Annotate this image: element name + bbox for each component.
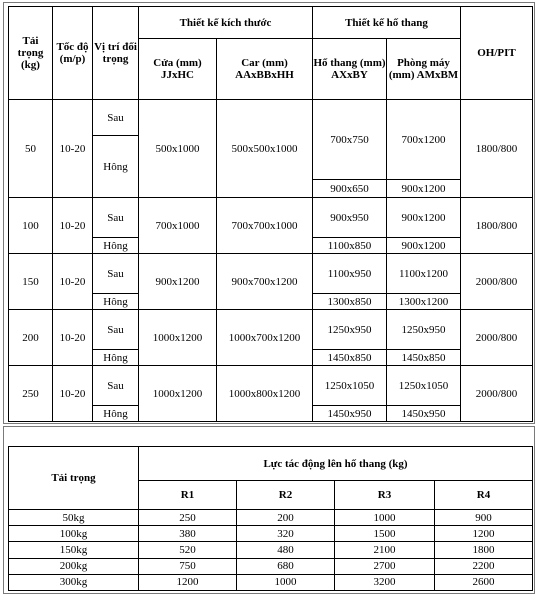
force-cell-r4: 1200 (435, 526, 533, 542)
force-cell-r1: 520 (139, 542, 237, 558)
header-counterweight: Vị trí đối trọng (93, 7, 139, 100)
force-cell-r3: 2100 (335, 542, 435, 558)
force-cell-r2: 1000 (237, 574, 335, 590)
cell-speed: 10-20 (53, 310, 93, 366)
spec-row (9, 100, 533, 136)
cell-room-rear: 1250x950 (387, 310, 461, 350)
force-cell-r2: 480 (237, 542, 335, 558)
cell-shaft-rear: 900x950 (313, 198, 387, 238)
cell-door: 1000x1200 (139, 366, 217, 422)
cell-position-side: Hông (93, 136, 139, 198)
cell-speed: 10-20 (53, 254, 93, 310)
header-shaft-design: Thiết kế hố thang (313, 7, 461, 39)
cell-room-rear: 900x1200 (387, 198, 461, 238)
cell-ohpit: 2000/800 (461, 310, 533, 366)
cell-room-side: 900x1200 (387, 180, 461, 198)
cell-speed: 10-20 (53, 366, 93, 422)
force-cell-load: 300kg (9, 574, 139, 590)
force-cell-load: 100kg (9, 526, 139, 542)
force-row (9, 526, 533, 542)
cell-room-side: 1450x950 (387, 406, 461, 422)
force-header-r3: R3 (335, 481, 435, 510)
cell-door: 500x1000 (139, 100, 217, 198)
force-header-title: Lực tác động lên hố thang (kg) (139, 447, 533, 481)
cell-car: 700x700x1000 (217, 198, 313, 254)
cell-car: 500x500x1000 (217, 100, 313, 198)
cell-car: 1000x800x1200 (217, 366, 313, 422)
force-cell-r1: 750 (139, 558, 237, 574)
force-header-r1: R1 (139, 481, 237, 510)
force-cell-r1: 250 (139, 510, 237, 526)
spec-row (9, 366, 533, 406)
cell-position-side: Hông (93, 238, 139, 254)
force-header-r2: R2 (237, 481, 335, 510)
cell-shaft-side: 1300x850 (313, 294, 387, 310)
cell-shaft-side: 1450x950 (313, 406, 387, 422)
cell-ohpit: 2000/800 (461, 254, 533, 310)
cell-room-rear: 700x1200 (387, 100, 461, 180)
cell-load: 250 (9, 366, 53, 422)
cell-load: 150 (9, 254, 53, 310)
cell-shaft-rear: 1250x950 (313, 310, 387, 350)
cell-load: 200 (9, 310, 53, 366)
cell-room-side: 1300x1200 (387, 294, 461, 310)
cell-position-rear: Sau (93, 310, 139, 350)
cell-door: 900x1200 (139, 254, 217, 310)
elevator-spec-table (8, 6, 533, 422)
header-car: Car (mm) AAxBBxHH (217, 39, 313, 100)
force-row (9, 542, 533, 558)
cell-room-side: 1450x850 (387, 350, 461, 366)
cell-shaft-rear: 1250x1050 (313, 366, 387, 406)
spec-row (9, 254, 533, 294)
cell-position-rear: Sau (93, 198, 139, 238)
force-cell-load: 200kg (9, 558, 139, 574)
spec-row (9, 310, 533, 350)
force-cell-r3: 1500 (335, 526, 435, 542)
force-header-load: Tải trọng (9, 447, 139, 510)
cell-door: 1000x1200 (139, 310, 217, 366)
cell-position-rear: Sau (93, 366, 139, 406)
cell-position-rear: Sau (93, 254, 139, 294)
force-cell-r1: 380 (139, 526, 237, 542)
force-cell-r2: 680 (237, 558, 335, 574)
cell-shaft-side: 900x650 (313, 180, 387, 198)
force-cell-r4: 2600 (435, 574, 533, 590)
force-cell-load: 150kg (9, 542, 139, 558)
force-cell-r4: 900 (435, 510, 533, 526)
force-cell-r3: 1000 (335, 510, 435, 526)
cell-room-rear: 1100x1200 (387, 254, 461, 294)
cell-room-side: 900x1200 (387, 238, 461, 254)
header-ohpit: OH/PIT (461, 7, 533, 100)
spec-row (9, 198, 533, 238)
shaft-force-table (8, 446, 533, 591)
force-cell-r3: 2700 (335, 558, 435, 574)
cell-car: 900x700x1200 (217, 254, 313, 310)
cell-position-side: Hông (93, 350, 139, 366)
cell-load: 100 (9, 198, 53, 254)
force-cell-load: 50kg (9, 510, 139, 526)
force-cell-r1: 1200 (139, 574, 237, 590)
cell-speed: 10-20 (53, 198, 93, 254)
force-row (9, 510, 533, 526)
header-door: Cửa (mm) JJxHC (139, 39, 217, 100)
cell-position-rear: Sau (93, 100, 139, 136)
force-cell-r4: 1800 (435, 542, 533, 558)
cell-shaft-rear: 700x750 (313, 100, 387, 180)
cell-shaft-side: 1100x850 (313, 238, 387, 254)
cell-position-side: Hông (93, 294, 139, 310)
cell-ohpit: 1800/800 (461, 100, 533, 198)
cell-shaft-side: 1450x850 (313, 350, 387, 366)
force-cell-r3: 3200 (335, 574, 435, 590)
cell-ohpit: 2000/800 (461, 366, 533, 422)
header-size-design: Thiết kế kích thước (139, 7, 313, 39)
force-cell-r2: 320 (237, 526, 335, 542)
cell-door: 700x1000 (139, 198, 217, 254)
force-cell-r2: 200 (237, 510, 335, 526)
header-load: Tải trọng (kg) (9, 7, 53, 100)
cell-position-side: Hông (93, 406, 139, 422)
header-shaft: Hố thang (mm) AXxBY (313, 39, 387, 100)
cell-load: 50 (9, 100, 53, 198)
cell-speed: 10-20 (53, 100, 93, 198)
cell-car: 1000x700x1200 (217, 310, 313, 366)
cell-ohpit: 1800/800 (461, 198, 533, 254)
header-machine-room: Phòng máy (mm) AMxBM (387, 39, 461, 100)
cell-shaft-rear: 1100x950 (313, 254, 387, 294)
force-row (9, 558, 533, 574)
force-header-r4: R4 (435, 481, 533, 510)
cell-room-rear: 1250x1050 (387, 366, 461, 406)
force-cell-r4: 2200 (435, 558, 533, 574)
force-row (9, 574, 533, 590)
header-speed: Tốc độ (m/p) (53, 7, 93, 100)
